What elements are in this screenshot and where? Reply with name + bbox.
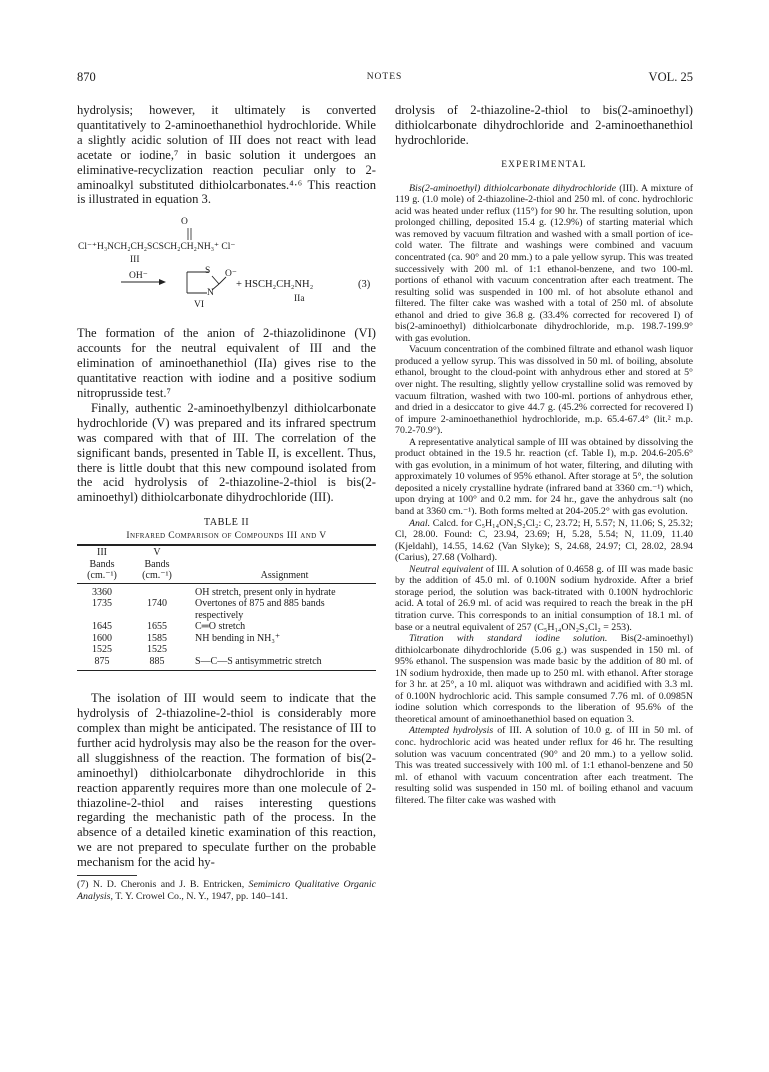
- page-number: 870: [77, 70, 96, 84]
- table-row: [77, 621, 376, 633]
- cell-iii: 1600: [92, 632, 112, 644]
- col-header-v-sub: Bands: [144, 558, 170, 570]
- table-subtitle: Infrared Comparison of Compounds III and V: [126, 530, 327, 542]
- cell-assignment: OH stretch, present only in hydrate: [195, 586, 336, 598]
- col-header-iii-unit: (cm.⁻¹): [87, 570, 117, 582]
- cell-iii: 3360: [92, 586, 112, 598]
- right-column: [395, 103, 693, 806]
- ring-sulfur: S: [205, 266, 211, 277]
- cell-iii: 1645: [92, 621, 112, 633]
- cell-assignment: S—C—S antisymmetric stretch: [195, 655, 322, 667]
- reactant-formula: Cl⁻⁺H₃NCH₂CH₂SCSCH₂CH₂NH₃⁺ Cl⁻: [78, 242, 236, 253]
- table-row: [77, 587, 376, 599]
- product-formula: + HSCH₂CH₂NH₂: [236, 279, 314, 291]
- table-row: [77, 644, 376, 656]
- cell-assignment: Overtones of 875 and 885 bands respectively: [195, 598, 325, 621]
- compound-label-vi: VI: [194, 300, 205, 311]
- paragraph: Finally, authentic 2-aminoethylbenzyl dithiolcarbonate hydrochloride (V) was prepared and its infrared spectrum was compared with that of III. The correlation of the significant bands, presented in Table II, is excellent. Thus, there is little doubt that this new compound isolated from the acid hydrolysis of 2-thiazoline-2-thiol is bis(2-aminoethyl) dithiolcarbonate dihydrochloride (III).: [77, 400, 376, 505]
- table-row: [77, 656, 376, 671]
- ir-comparison-table: [77, 544, 376, 671]
- cell-assignment: C═O stretch: [195, 621, 246, 633]
- cell-assignment: NH bending in NH₃⁺: [195, 632, 281, 644]
- table-title: TABLE II: [203, 517, 250, 529]
- footnote-7: (7) N. D. Cheronis and J. B. Entricken, Semimicro Qualitative Organic Analysis, T. Y. Crowel Co., N. Y., 1947, pp. 140–141.: [77, 879, 377, 902]
- volume-label: VOL. 25: [648, 70, 693, 84]
- paragraph: Titration with standard iodine solution. Bis(2-aminoethyl) dithiolcarbonate dihydrochloride (5.06 g.) was suspended in 150 ml. of 95% ethanol. The suspension was made basic by the addition of 80 ml. of 1N sodium hydroxide, then made up to 250 ml. with ethanol. After storage for 3 hr. at 25°, a 10 ml. aliquot was withdrawn and acidified with 3.3 ml. of 0.100N hydrochloric acid. This sample consumed 7.76 ml. of 0.0985N iodine solution which corresponds to the liberation of 95.6% of the theoretical amount of aminoethanethiol based on equation 3.: [395, 633, 693, 725]
- compound-label-iia: IIa: [294, 294, 305, 305]
- col-header-iii-sub: Bands: [89, 558, 115, 570]
- col-header-iii: III: [97, 547, 107, 559]
- ring-oxygen-anion: O⁻: [225, 269, 237, 280]
- equation-number: (3): [358, 279, 371, 291]
- carbonyl-oxygen: O: [181, 217, 188, 228]
- cell-iii: 875: [94, 655, 110, 667]
- paragraph: Bis(2-aminoethyl) dithiolcarbonate dihydrochloride (III). A mixture of 119 g. (1.0 mole) of 2-thiazoline-2-thiol and 250 ml. of conc. hydrochloric acid was heated under reflux (115°) for 90 hr. The resulting solution, upon prolonged chilling, deposited 15.4 g. (12.9%) of starting material which was removed by vacuum filtration and washed with a small portion of ice-cold water. The filtrate and washings were combined and vacuum concentrated (ca. 90° and 20 mm.) to a pale yellow syrup. This was treated successively with 200 ml. of 1:1 ethanol-benzene, and two 100-ml. portions of ethanol with vacuum concentration after each treatment. The resulting solid was suspended in 100 ml. of hot absolute ethanol and filtered. The filter cake was washed with a total of 250 ml. of absolute ethanol and dried to give 36.8 g. (33.4% corrected for recovered I) of bis(2-aminoethyl) dithiolcarbonate dihydrochloride, m.p. 198.7-199.9° with gas evolution.: [395, 182, 693, 344]
- paragraph: Vacuum concentration of the combined filtrate and ethanol wash liquor produced a yellow syrup. This was dissolved in 50 ml. of boiling, absolute ethanol, brought to the cloud-point with anhydrous ether and stored at 5° over night. The resulting, slightly yellow crystalline solid was removed by vacuum filtration, washed with two 100-ml. portions of anhydrous ether, and dried in a desiccator to give 44.7 g. (45.2% corrected for recovered I) of impure 2-aminoethanethiol hydrochloride, m.p. 65.4-67.4° (lit.² m.p. 70.2-70.9°).: [395, 344, 693, 437]
- paragraph: Anal. Calcd. for C₅H₁₄ON₂S₂Cl₂: C, 23.72; H, 5.57; N, 11.06; S, 25.32; Cl, 28.00. Found: C, 23.94, 23.69; H, 5.28, 5.54; N, 11.09, 11.40 (Kjeldahl), 14.55, 14.62 (Van Slyke); S, 24.68, 24.97; Cl, 28.02, 28.94 (Carius), 27.68 (Volhard).: [395, 517, 693, 564]
- table-row: [77, 633, 376, 645]
- cell-iii: 1735: [92, 598, 112, 610]
- col-header-assignment: Assignment: [260, 570, 309, 582]
- col-header-v: V: [153, 547, 161, 559]
- paragraph: drolysis of 2-thiazoline-2-thiol to bis(2-aminoethyl) dithiolcarbonate dihydrochloride and 2-aminoethanethiol hydrochloride.: [395, 103, 693, 147]
- cell-v: 1740: [147, 598, 167, 610]
- cell-v: 1655: [147, 621, 167, 633]
- table-row: [77, 598, 376, 621]
- paragraph: Attempted hydrolysis of III. A solution of 10.0 g. of III in 50 ml. of conc. hydrochloric acid was heated under reflux for 46 hr. The resulting solution was vacuum concentrated (90° and 20 mm.) to a yellow solid. This was treated successively with 100 ml. of 1:1 ethanol-benzene and 50 ml. of ethanol with vacuum concentration after each treatment. The resulting solid was suspended in 150 ml. of boiling ethanol and vacuum filtered. The filter cake was washed with: [395, 725, 694, 806]
- section-heading-experimental: EXPERIMENTAL: [501, 159, 587, 170]
- paragraph: The isolation of III would seem to indicate that the hydrolysis of 2-thiazoline-2-thiol is considerably more complex than might be anticipated. The resistance of III to further acid hydrolysis may also be the reason for the over-all sluggishness of the reaction. The formation of bis(2-aminoethyl) dithiolcarbonate dihydrochloride in this reaction apparently requires more than one molecule of 2-thiazoline-2-thiol and raises interesting questions regarding the mechanistic path of the process. In the absence of a detailed kinetic examination of this reaction, we are not prepared to speculate further on the probable mechanism for the acid hy-: [77, 691, 376, 870]
- cell-assignment: [187, 644, 376, 656]
- reaction-structure-drawing: [77, 215, 376, 317]
- left-column: [77, 103, 376, 902]
- paragraph: A representative analytical sample of III was obtained by dissolving the product obtained in the 19.5 hr. reaction (cf. Table I), m.p. 204.6-205.6° with gas evolution, in a minimum of hot water, filtering, and diluting with approximately 10 volumes of 95% ethanol. After storage at 5°, the solution deposited a nicely crystalline hydrate (infrared band at 3360 cm.⁻¹) which, upon drying at 100° and 0.2 mm. for 24 hr., gave the anhydrous salt (no band at 3360 cm.⁻¹). Both forms melted at 204-205.2° with gas evolution.: [395, 436, 693, 518]
- ring-nitrogen: N: [207, 288, 214, 299]
- cell-v: 1525: [147, 644, 167, 656]
- equation-3: [77, 215, 376, 317]
- paragraph: Neutral equivalent of III. A solution of 0.4658 g. of III was made basic by the addition of 45.0 ml. of 0.100N sodium hydroxide. After a brief storage period, the solution was back-titrated with 0.100N hydrochloric acid. A total of 26.9 ml. of acid was required to reach the break in the pH titration curve. This corresponds to an initial consumption of 18.1 ml. of base or a neutral equivalent of 257 (C₅H₁₄ON₂S₂Cl₂ = 253).: [395, 563, 693, 633]
- section-title: NOTES: [366, 72, 403, 82]
- col-header-v-unit: (cm.⁻¹): [142, 570, 172, 582]
- cell-iii: 1525: [92, 644, 112, 656]
- cell-v: 1585: [147, 632, 167, 644]
- cell-v: [127, 587, 187, 599]
- paragraph: The formation of the anion of 2-thiazolidinone (VI) accounts for the neutral equivalent of III and the elimination of aminoethanethiol (IIa) gives rise to the quantitative reaction with iodine and a positive sodium nitroprusside test.⁷: [77, 326, 376, 400]
- arrow-reagent: OH⁻: [129, 271, 148, 282]
- page-header: [0, 70, 769, 88]
- cell-v: 885: [149, 655, 165, 667]
- footnote-rule: [77, 875, 137, 876]
- compound-label-iii: III: [130, 255, 140, 266]
- paragraph: hydrolysis; however, it ultimately is converted quantitatively to 2-aminoethanethiol hydrochloride. While a slightly acidic solution of III does not react with lead acetate or iodine,⁷ in basic solution it undergoes an eliminative-recyclization reaction peculiar only to 2-aminoalkyl substituted dithiolcarbonates.⁴·⁶ This reaction is illustrated in equation 3.: [77, 103, 376, 207]
